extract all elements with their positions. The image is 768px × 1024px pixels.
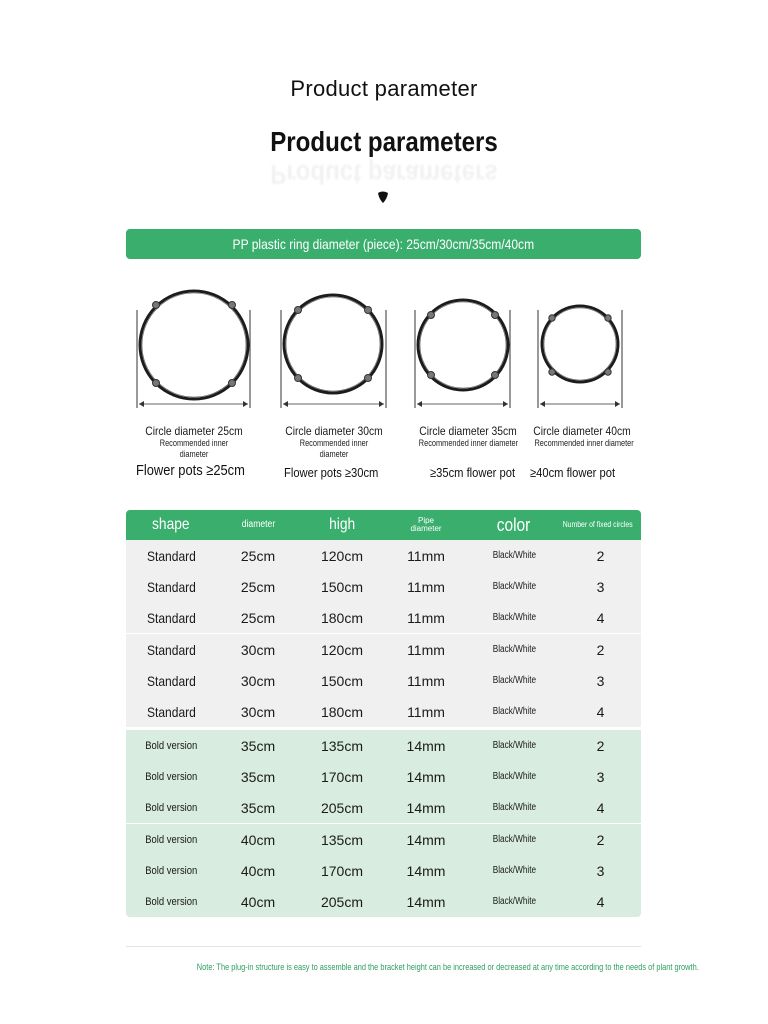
ring-caption-sub: diameter (319, 449, 349, 460)
standard-group (126, 540, 641, 727)
table-row (126, 792, 641, 823)
spec-table (126, 510, 641, 917)
fixed-circles-cell: 3 (596, 672, 605, 689)
spec-banner-text: PP plastic ring diameter (piece): 25cm/30cm/35cm/40cm (232, 236, 535, 252)
color-cell: Black/White (492, 706, 536, 717)
diameter-cell: 30cm (240, 703, 276, 720)
pipe-diameter-cell: 14mm (406, 737, 446, 754)
color-cell: Black/White (492, 675, 536, 686)
ring-diagram-30cm (281, 295, 386, 408)
height-cell: 180cm (320, 609, 364, 626)
diameter-cell: 30cm (240, 672, 276, 689)
shape-cell: Standard (146, 703, 196, 720)
pipe-diameter-cell: 14mm (406, 862, 446, 879)
diameter-cell: 40cm (240, 831, 276, 848)
shape-cell: Bold version (144, 770, 198, 783)
fixed-circles-cell: 4 (596, 703, 605, 720)
shape-cell: Bold version (144, 739, 198, 752)
ring-caption-sub: Recommended inner diameter (534, 438, 634, 449)
height-cell: 135cm (320, 831, 364, 848)
shape-cell: Standard (146, 547, 196, 564)
pot-size-40: ≥40cm flower pot (530, 465, 616, 480)
section-title: Product parameters (270, 126, 498, 157)
fixed-circles-cell: 4 (596, 609, 605, 626)
teardrop-marker-icon (377, 190, 389, 204)
pipe-diameter-cell: 11mm (407, 672, 445, 689)
height-cell: 180cm (320, 703, 364, 720)
ring-caption-3 (408, 424, 528, 449)
pipe-diameter-cell: 14mm (406, 893, 446, 910)
ring-caption-4 (524, 424, 640, 449)
diameter-cell: 25cm (240, 547, 276, 564)
pot-size-30: Flower pots ≥30cm (284, 465, 379, 480)
color-cell: Black/White (492, 644, 536, 655)
color-cell: Black/White (492, 771, 536, 782)
fixed-circles-cell: 4 (596, 799, 605, 816)
shape-cell: Standard (146, 641, 196, 658)
fixed-circles-cell: 2 (596, 831, 605, 848)
table-row (126, 696, 641, 727)
table-row (126, 633, 641, 665)
ring-diagram-40cm (538, 306, 622, 408)
color-cell: Black/White (492, 612, 536, 623)
table-row (126, 602, 641, 633)
table-row (126, 823, 641, 855)
pot-size-25: Flower pots ≥25cm (136, 462, 245, 479)
shape-cell: Bold version (144, 895, 198, 908)
ring-caption-label: Circle diameter 40cm (533, 424, 631, 438)
header-pipe-diameter: Pipe diameter (410, 515, 442, 533)
height-cell: 205cm (320, 893, 364, 910)
table-row (126, 665, 641, 696)
footnote-text: Note: The plug-in structure is easy to assemble and the bracket height can be increased or decreased at any time according to the needs of plant growth. (196, 962, 699, 973)
ring-caption-label: Circle diameter 35cm (419, 424, 517, 438)
height-cell: 150cm (320, 578, 364, 595)
fixed-circles-cell: 2 (596, 641, 605, 658)
fixed-circles-cell: 2 (596, 547, 605, 564)
pipe-diameter-cell: 11mm (407, 578, 445, 595)
header-color: color (497, 514, 531, 535)
fixed-circles-cell: 3 (596, 862, 605, 879)
ring-caption-sub: Recommended inner (299, 438, 369, 449)
shape-cell: Bold version (144, 833, 198, 846)
divider (126, 946, 641, 947)
table-row (126, 761, 641, 792)
pipe-diameter-cell: 11mm (407, 547, 445, 564)
height-cell: 170cm (320, 768, 364, 785)
ring-caption-sub: Recommended inner diameter (418, 438, 519, 449)
header-shape: shape (152, 515, 190, 533)
height-cell: 135cm (320, 737, 364, 754)
fixed-circles-cell: 3 (596, 578, 605, 595)
diameter-cell: 40cm (240, 862, 276, 879)
table-row (126, 886, 641, 917)
color-cell: Black/White (492, 802, 536, 813)
table-row (126, 571, 641, 602)
height-cell: 170cm (320, 862, 364, 879)
header-diameter: diameter (241, 518, 275, 530)
pipe-diameter-cell: 11mm (407, 609, 445, 626)
table-row (126, 730, 641, 761)
diameter-cell: 25cm (240, 578, 276, 595)
height-cell: 205cm (320, 799, 364, 816)
shape-cell: Standard (146, 578, 196, 595)
diameter-cell: 40cm (240, 893, 276, 910)
pipe-diameter-cell: 14mm (406, 799, 446, 816)
pot-size-35: ≥35cm flower pot (430, 465, 516, 480)
ring-caption-label: Circle diameter 30cm (285, 424, 383, 438)
ring-caption-sub: Recommended inner (159, 438, 229, 449)
diameter-cell: 35cm (240, 799, 276, 816)
footnote (126, 962, 699, 973)
table-header (126, 510, 641, 540)
fixed-circles-cell: 3 (596, 768, 605, 785)
color-cell: Black/White (492, 896, 536, 907)
table-row (126, 540, 641, 571)
ring-caption-2 (276, 424, 392, 460)
section-title-reflection: Product parameters (270, 159, 498, 190)
height-cell: 120cm (320, 641, 364, 658)
shape-cell: Bold version (144, 864, 198, 877)
header-high: high (328, 515, 356, 533)
shape-cell: Standard (146, 672, 196, 689)
color-cell: Black/White (492, 834, 536, 845)
ring-diagram-25cm (137, 291, 250, 408)
height-cell: 120cm (320, 547, 364, 564)
color-cell: Black/White (492, 550, 536, 561)
pipe-diameter-cell: 14mm (406, 768, 446, 785)
spec-banner (126, 229, 641, 259)
pipe-diameter-cell: 11mm (407, 703, 445, 720)
ring-caption-sub: diameter (179, 449, 209, 460)
ring-diagram-35cm (415, 300, 510, 408)
ring-diagrams (126, 280, 641, 415)
shape-cell: Standard (146, 609, 196, 626)
bold-group (126, 730, 641, 917)
color-cell: Black/White (492, 865, 536, 876)
pipe-diameter-cell: 14mm (406, 831, 446, 848)
height-cell: 150cm (320, 672, 364, 689)
color-cell: Black/White (492, 740, 536, 751)
shape-cell: Bold version (144, 801, 198, 814)
ring-caption-label: Circle diameter 25cm (145, 424, 243, 438)
diameter-cell: 35cm (240, 768, 276, 785)
header-fixed-circles: Number of fixed circles (563, 519, 633, 529)
fixed-circles-cell: 2 (596, 737, 605, 754)
page-title: Product parameter (290, 76, 478, 101)
diameter-cell: 25cm (240, 609, 276, 626)
ring-caption-1 (136, 424, 252, 460)
color-cell: Black/White (492, 581, 536, 592)
diameter-cell: 30cm (240, 641, 276, 658)
pipe-diameter-cell: 11mm (407, 641, 445, 658)
diameter-cell: 35cm (240, 737, 276, 754)
table-row (126, 855, 641, 886)
fixed-circles-cell: 4 (596, 893, 605, 910)
